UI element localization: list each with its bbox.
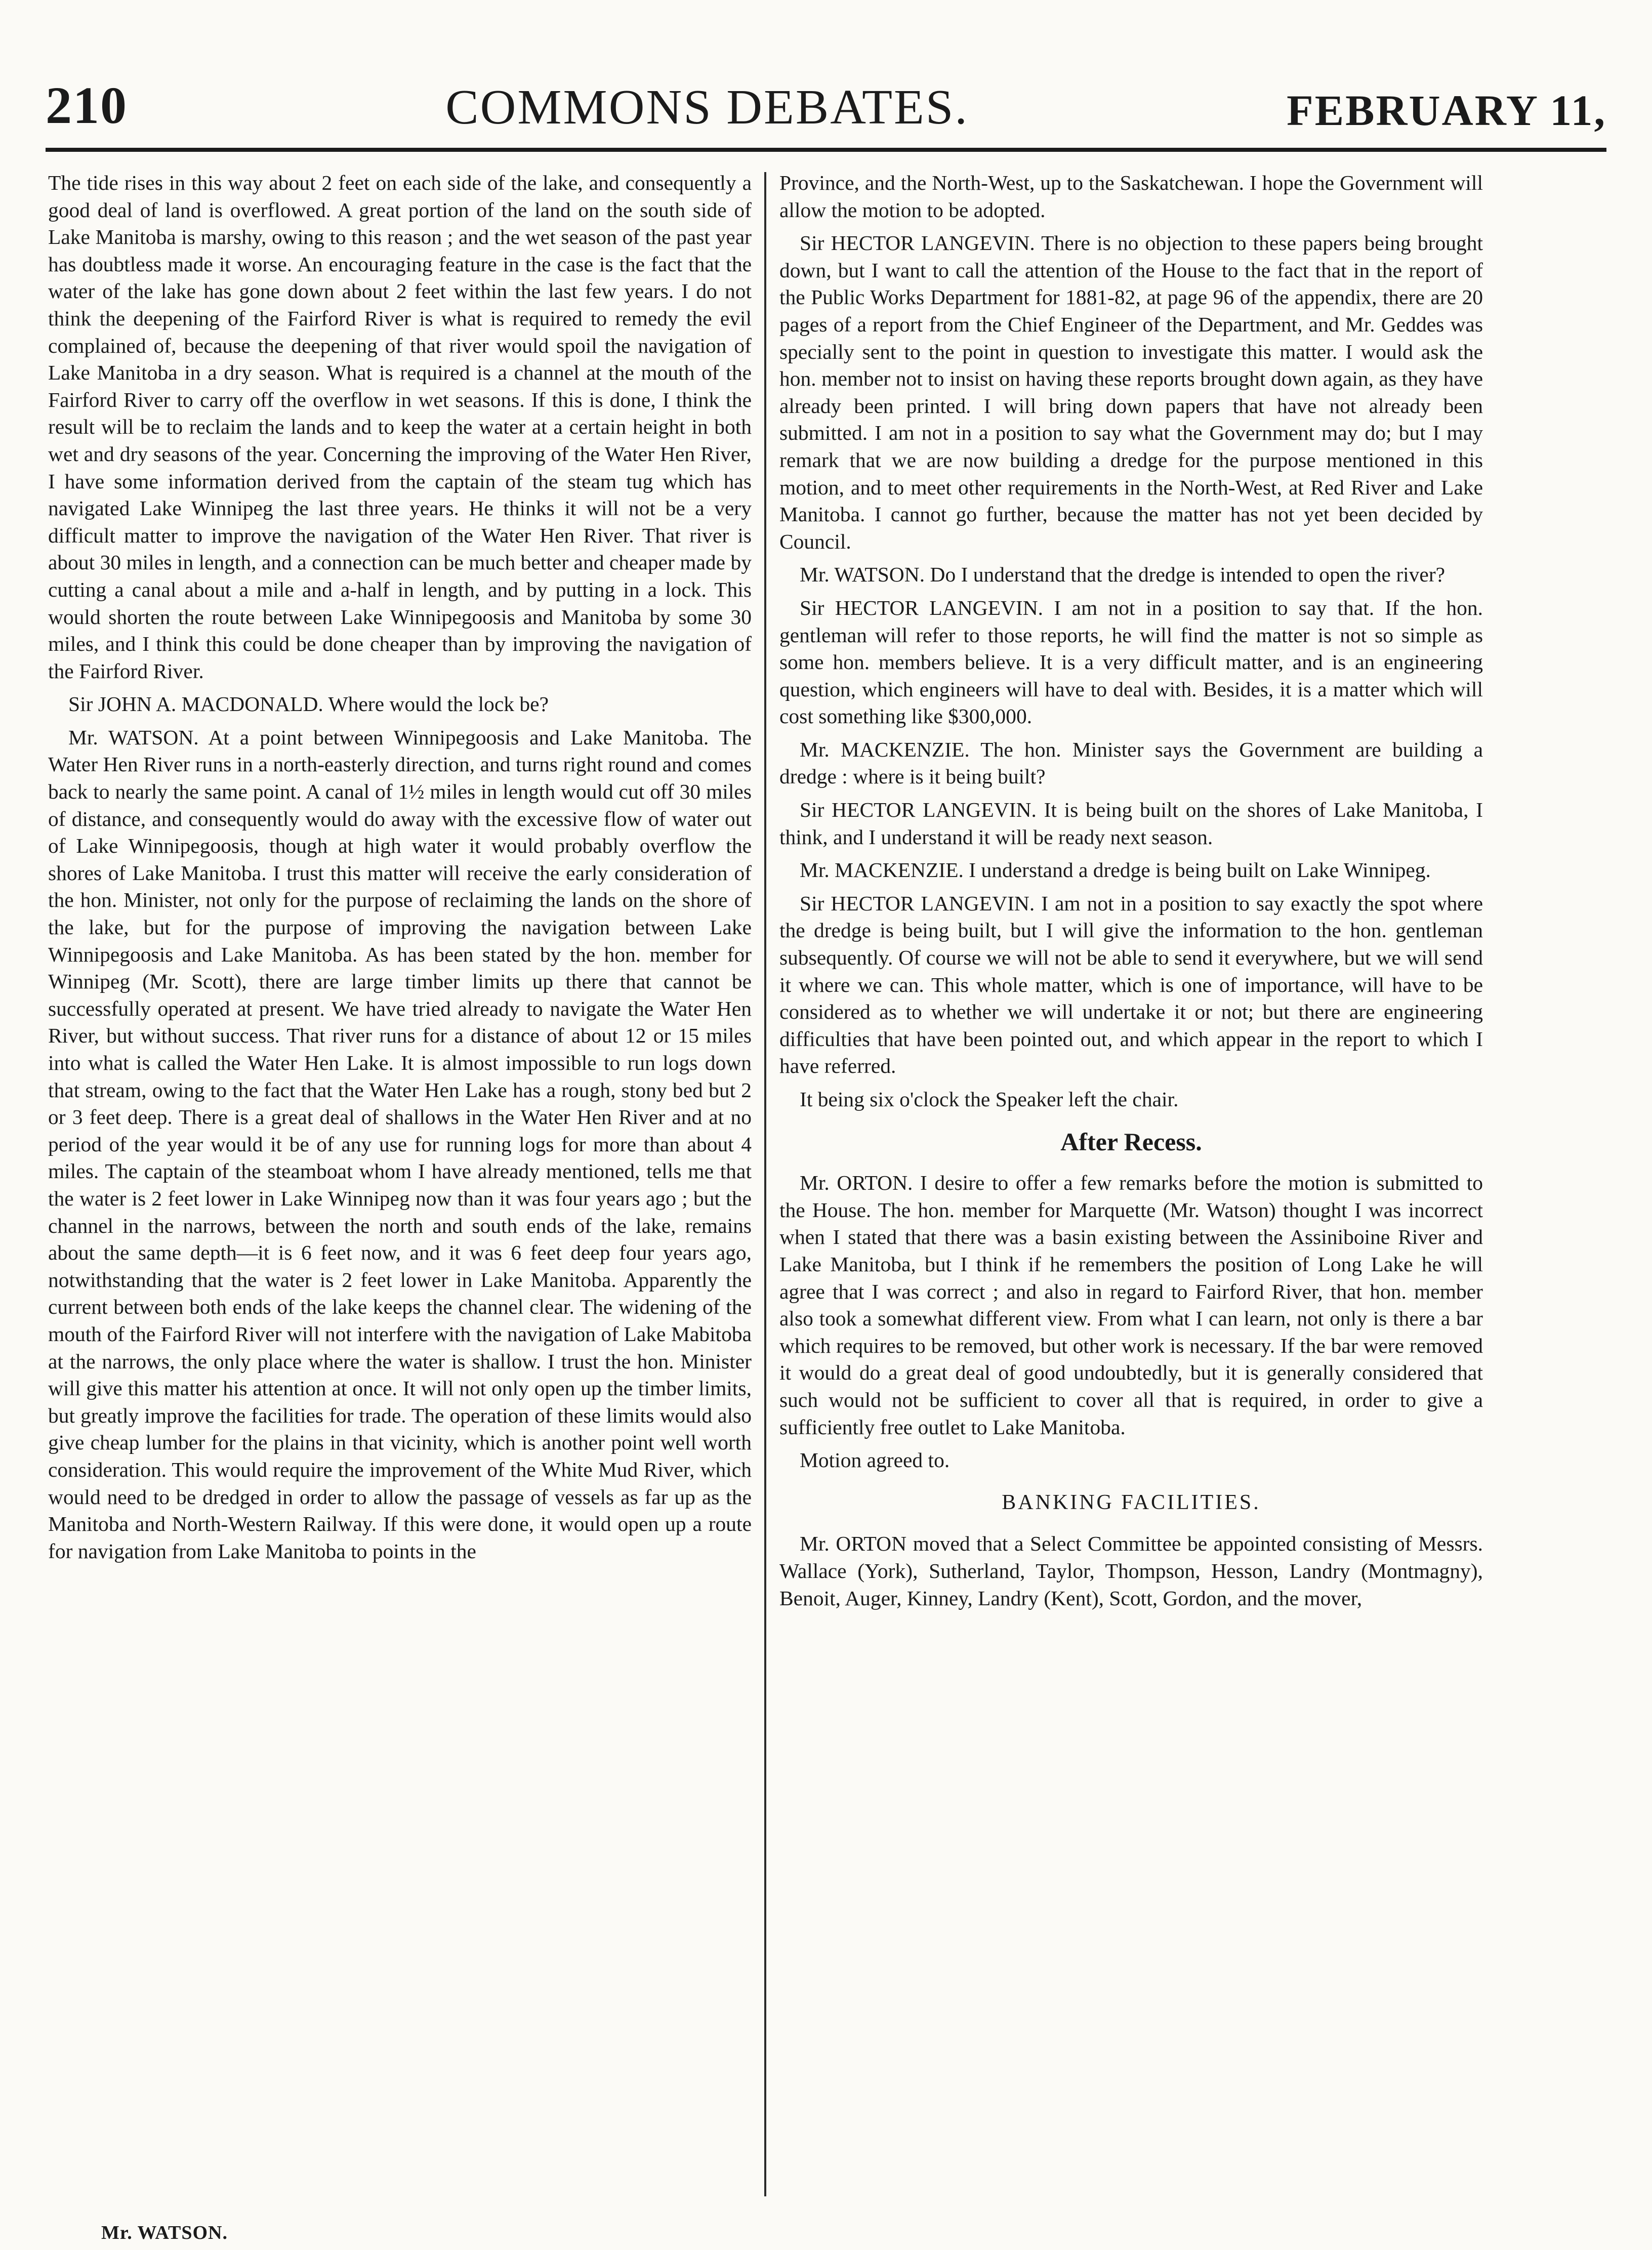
paragraph — [48, 691, 752, 718]
page-title: COMMONS DEBATES. — [445, 80, 969, 135]
right-column — [779, 170, 1483, 2201]
header-rule — [46, 148, 1606, 152]
page-header — [46, 75, 1606, 136]
footer-speaker: Mr. WATSON. — [101, 2222, 228, 2243]
paragraph — [779, 797, 1483, 851]
speaker-name: Mr. MACKENZIE. — [800, 737, 970, 761]
speaker-name: Mr. WATSON. — [68, 725, 199, 749]
speech-text: I understand a dredge is being built on Lake Winnipeg. — [969, 858, 1431, 882]
paragraph: Motion agreed to. — [800, 1448, 950, 1472]
section-heading-after-recess: After Recess. — [1060, 1127, 1202, 1156]
paragraph: Province, and the North-West, up to the Saskatchewan. I hope the Government will allow the motion to be adopted. — [779, 171, 1483, 222]
speech-text: At a point between Winnipegoosis and Lake Manitoba. The Water Hen River runs in a north-easterly direction, and turns right round and comes back to nearly the same point. A canal of 1½ miles in length would cut off 30 miles of distance, and consequently would do away with the excessive flow of water out of Lake Winnipegoosis, though at high water it would probably overflow the shores of Lake Manitoba. I trust this matter will receive the early consideration of the hon. Minister, not only for the purpose of reclaiming the lands on the shore of the lake, but for the purpose of improving the navigation between Lake Winnipegoosis and Lake Manitoba. As has been stated by the hon. member for Winnipeg (Mr. Scott), there are large timber limits up there that cannot be successfully operated at present. We have tried already to navigate the Water Hen River, but without success. That river runs for a distance of about 12 or 15 miles into what is called the Water Hen Lake. It is almost impossible to run logs down that stream, owing to the fact that the Water Hen Lake has a rough, stony bed but 2 or 3 feet deep. There is a great deal of shallows in the Water Hen River and at no period of the year would it be of any use for running logs for more than about 4 miles. The captain of the steamboat whom I have already mentioned, tells me that the water is 2 feet lower in Lake Winnipeg now than it was four years ago ; but the channel in the narrows, between the north and south ends of the lake, remains about the same depth—it is 6 feet now, and it was 6 feet deep four years ago, notwithstanding that the water is 2 feet lower in Lake Manitoba. Apparently the current between both ends of the lake keeps the channel clear. The widening of the mouth of the Fairford River will not interfere with the navigation of Lake Mabitoba at the narrows, the only place where the water is shallow. I trust the hon. Minister will give this matter his attention at once. It will not only open up the timber limits, but greatly improve the facilities for trade. The operation of these limits would also give cheap lumber for the plains in that vicinity, which is another point well worth consideration. This would require the improvement of the White Mud River, which would need to be dredged in order to allow the passage of vessels as far up as the Manitoba and North-Western Railway. If this were done, it would open up a route for navigation from Lake Manitoba to points in the — [48, 725, 752, 1563]
speaker-name: Sir HECTOR LANGEVIN. — [800, 231, 1035, 255]
paragraph — [779, 561, 1483, 589]
speaker-name: Mr. MACKENZIE. — [800, 858, 964, 882]
speaker-name: Mr. WATSON. — [800, 563, 925, 587]
paragraph — [779, 1530, 1483, 1612]
paragraph: The tide rises in this way about 2 feet on each side of the lake, and consequently a good deal of land is overflowed. A great portion of the land on the south side of Lake Manitoba is marshy, owing to this reason ; and the wet season of the past year has doubtless made it worse. An encouraging feature in the case is the fact that the water of the lake has gone down about 2 feet within the last few years. I do not think the deepening of the Fairford River is what is required to remedy the evil complained of, because the deepening of that river would spoil the navigation of Lake Manitoba in a dry season. What is required is a channel at the mouth of the Fairford River to carry off the overflow in wet seasons. If this is done, I think the result will be to reclaim the lands and to keep the water at a certain height in both wet and dry seasons of the year. Concerning the improving of the Water Hen River, I have some information derived from the captain of the steam tug which has navigated Lake Winnipeg the last three years. He thinks it will not be a very difficult matter to improve the navigation of the Water Hen River. That river is about 30 miles in length, and a connection can be much better and cheaper made by cutting a canal about a mile and a-half in length, and by putting in a lock. This would shorten the route between Lake Winnipegoosis and Manitoba by some 30 miles, and I think this could be done cheaper than by improving the navigation of the Fairford River. — [48, 171, 752, 683]
page-date: FEBRUARY 11, — [1287, 86, 1606, 135]
speaker-name: Sir HECTOR LANGEVIN. — [800, 798, 1037, 822]
left-column — [48, 170, 752, 2201]
speaker-name: Sir JOHN A. MACDONALD. — [68, 692, 323, 716]
paragraph — [779, 857, 1483, 884]
paragraph — [779, 230, 1483, 555]
speech-text: Where would the lock be? — [328, 692, 549, 716]
speaker-name: Sir HECTOR LANGEVIN. — [800, 596, 1044, 619]
paragraph — [779, 595, 1483, 730]
column-divider — [764, 172, 766, 2196]
speech-text: moved that a Select Committee be appointed consisting of Messrs. Wallace (York), Sutherland, Taylor, Thompson, Hesson, Landry (Montmagny), Benoit, Auger, Kinney, Landry (Kent), Scott, Gordon, and the mover, — [779, 1532, 1483, 1610]
page-number: 210 — [46, 76, 128, 135]
speech-text: I am not in a position to say that. If the hon. gentleman will refer to those reports, he will find the matter is not so simple as some hon. members believe. It is a very difficult matter, and is an engineering question, which engineers will have to deal with. Besides, it is a matter which will cost something like $300,000. — [779, 596, 1483, 728]
speech-text: I am not in a position to say exactly the spot where the dredge is being built, but I will give the information to the hon. gentleman subsequently. Of course we will not be able to send it everywhere, but we will send it where we can. This whole matter, which is one of importance, will have to be considered as to whether we will undertake it or not; but there are engineering difficulties that have been pointed out, and which appear in the report to which I have referred. — [779, 891, 1483, 1078]
paragraph — [48, 724, 752, 1565]
paragraph: It being six o'clock the Speaker left the chair. — [800, 1088, 1179, 1111]
speech-text: It is being built on the shores of Lake Manitoba, I think, and I understand it will be ready next season. — [779, 798, 1483, 849]
speech-text: There is no objection to these papers being brought down, but I want to call the attention of the House to the fact that in the report of the Public Works Department for 1881-82, at page 96 of the appendix, there are 20 pages of a report from the Chief Engineer of the Department, and Mr. Geddes was specially sent to the point in question to investigate this matter. I would ask the hon. member not to insist on having these reports brought down again, as they have already been printed. I will bring down papers that have not already been submitted. I am not in a position to say what the Government may do; but I may remark that we are now building a dredge for the purpose mentioned in this motion, and to meet other requirements in the North-West, at Red River and Lake Manitoba. I cannot go further, because the matter has not yet been decided by Council. — [779, 231, 1483, 553]
speaker-name: Mr. ORTON — [800, 1532, 907, 1556]
speaker-name: Mr. ORTON. — [800, 1171, 913, 1195]
speaker-name: Sir HECTOR LANGEVIN. — [800, 891, 1035, 915]
speech-text: Do I understand that the dredge is intended to open the river? — [930, 563, 1446, 587]
paragraph — [779, 736, 1483, 790]
paragraph — [779, 890, 1483, 1080]
speech-text: The hon. Minister says the Government are building a dredge : where is it being built? — [779, 737, 1483, 788]
speech-text: I desire to offer a few remarks before the motion is submitted to the House. The hon. member for Marquette (Mr. Watson) thought I was incorrect when I stated that there was a basin existing between the Assiniboine River and Lake Manitoba, but I think if he remembers the position of Long Lake he will agree that I was correct ; and also in regard to Fairford River, that hon. member also took a somewhat different view. From what I can learn, not only is there a bar which requires to be removed, but other work is necessary. If the bar were removed it would do a great deal of good undoubtedly, but it is generally considered that such would not be sufficient to cover all that is required, in order to give a sufficiently free outlet to Lake Manitoba. — [779, 1171, 1483, 1439]
paragraph — [779, 1170, 1483, 1441]
section-heading-banking: BANKING FACILITIES. — [1002, 1490, 1261, 1514]
